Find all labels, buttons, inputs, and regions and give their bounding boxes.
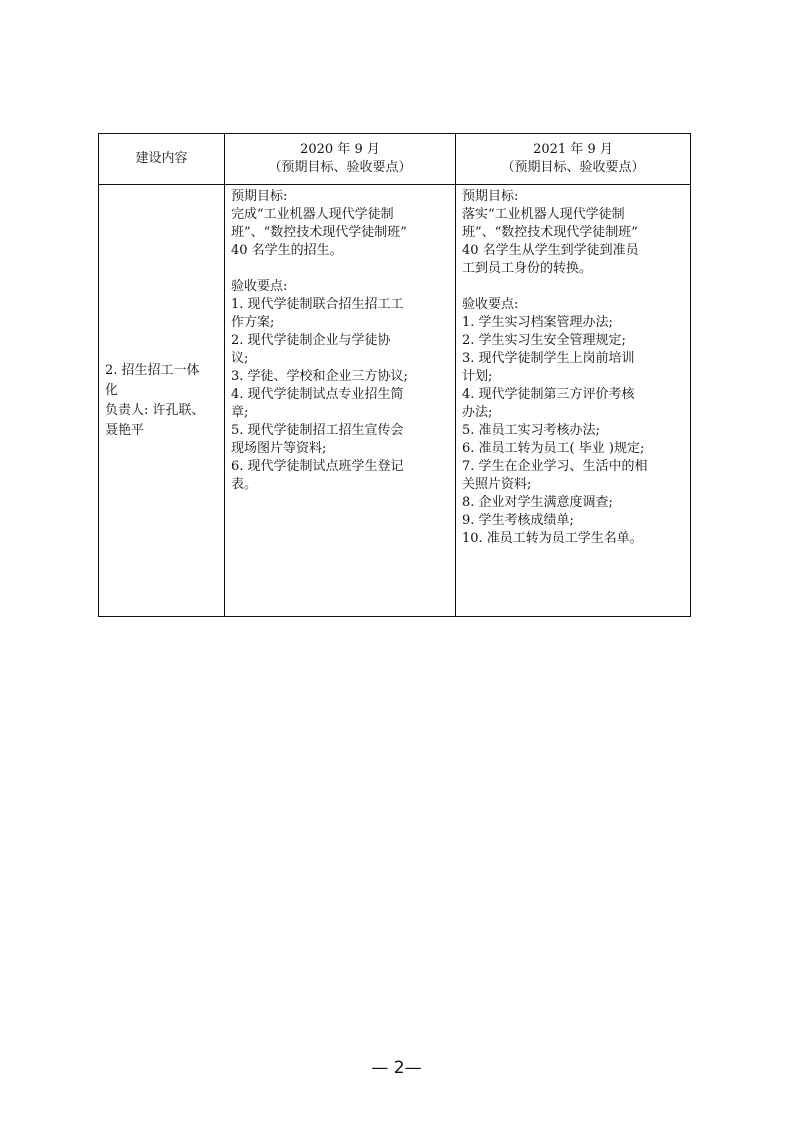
content-cell-2020 [225,185,456,617]
table-header-row [99,134,691,185]
check-line: 9. 学生考核成绩单; [462,513,574,528]
check-line: 4. 现代学徒制第三方评价考核 [462,387,635,402]
check-line: 议; [231,351,249,366]
goal-line: 完成“工业机器人现代学徒制 [231,207,394,222]
check-line: 5. 现代学徒制招工招生宣传会 [231,423,404,438]
header-col2-year: 2020 年 9 月 [300,142,380,157]
check-line: 7. 学生在企业学习、生活中的相 [462,459,648,474]
header-col1-label: 建设内容 [135,151,188,166]
item-line: 2. 招生招工一体 [105,362,200,378]
item-line: 聂艳平 [105,422,145,438]
header-construction-content [99,134,225,185]
spacer [231,260,449,278]
goal-line: 班”、“数控技术现代学徒制班” [231,225,407,240]
goal-line: 落实“工业机器人现代学徒制 [462,207,625,222]
check-line: 表。 [231,477,258,492]
check-line: 作方案; [231,315,275,330]
check-line: 6. 准员工转为员工( 毕业 )规定; [462,441,645,456]
table-row [99,185,691,617]
plan-table [98,133,691,617]
check-line: 8. 企业对学生满意度调查; [462,495,613,510]
check-line: 5. 准员工实习考核办法; [462,423,600,438]
check-line: 计划; [462,369,493,384]
goal-line: 40 名学生的招生。 [231,243,343,258]
header-2021 [456,134,691,185]
goal-line: 班”、“数控技术现代学徒制班” [462,225,638,240]
header-col3-year: 2021 年 9 月 [533,142,613,157]
check-line: 章; [231,405,249,420]
check-line: 2. 学生实习生安全管理规定; [462,333,626,348]
header-2020 [225,134,456,185]
check-line: 4. 现代学徒制试点专业招生简 [231,387,404,402]
check-line: 2. 现代学徒制企业与学徒协 [231,333,391,348]
goal-heading: 预期目标: [462,189,519,204]
header-col3-sub: （预期目标、验收要点） [501,160,645,175]
item-line: 化 [105,382,119,398]
page-number: — 2— [371,1058,422,1078]
item-line: 负责人: 许孔联、 [105,402,205,418]
check-line: 3. 学徒、学校和企业三方协议; [231,369,408,384]
goal-line: 工到员工身份的转换。 [462,261,593,276]
check-line: 10. 准员工转为员工学生名单。 [462,531,643,546]
check-line: 1. 学生实习档案管理办法; [462,315,613,330]
check-heading: 验收要点: [231,279,288,294]
goal-line: 40 名学生从学生到学徒到准员 [462,243,639,258]
spacer [462,278,684,296]
header-col2-sub: （预期目标、验收要点） [268,160,412,175]
check-heading: 验收要点: [462,297,519,312]
check-line: 1. 现代学徒制联合招生招工工 [231,297,404,312]
check-line: 6. 现代学徒制试点班学生登记 [231,459,404,474]
item-cell [99,185,225,617]
check-line: 3. 现代学徒制学生上岗前培训 [462,351,635,366]
content-cell-2021 [456,185,691,617]
check-line: 关照片资料; [462,477,532,492]
check-line: 现场图片等资料; [231,441,327,456]
goal-heading: 预期目标: [231,189,288,204]
check-line: 办法; [462,405,493,420]
